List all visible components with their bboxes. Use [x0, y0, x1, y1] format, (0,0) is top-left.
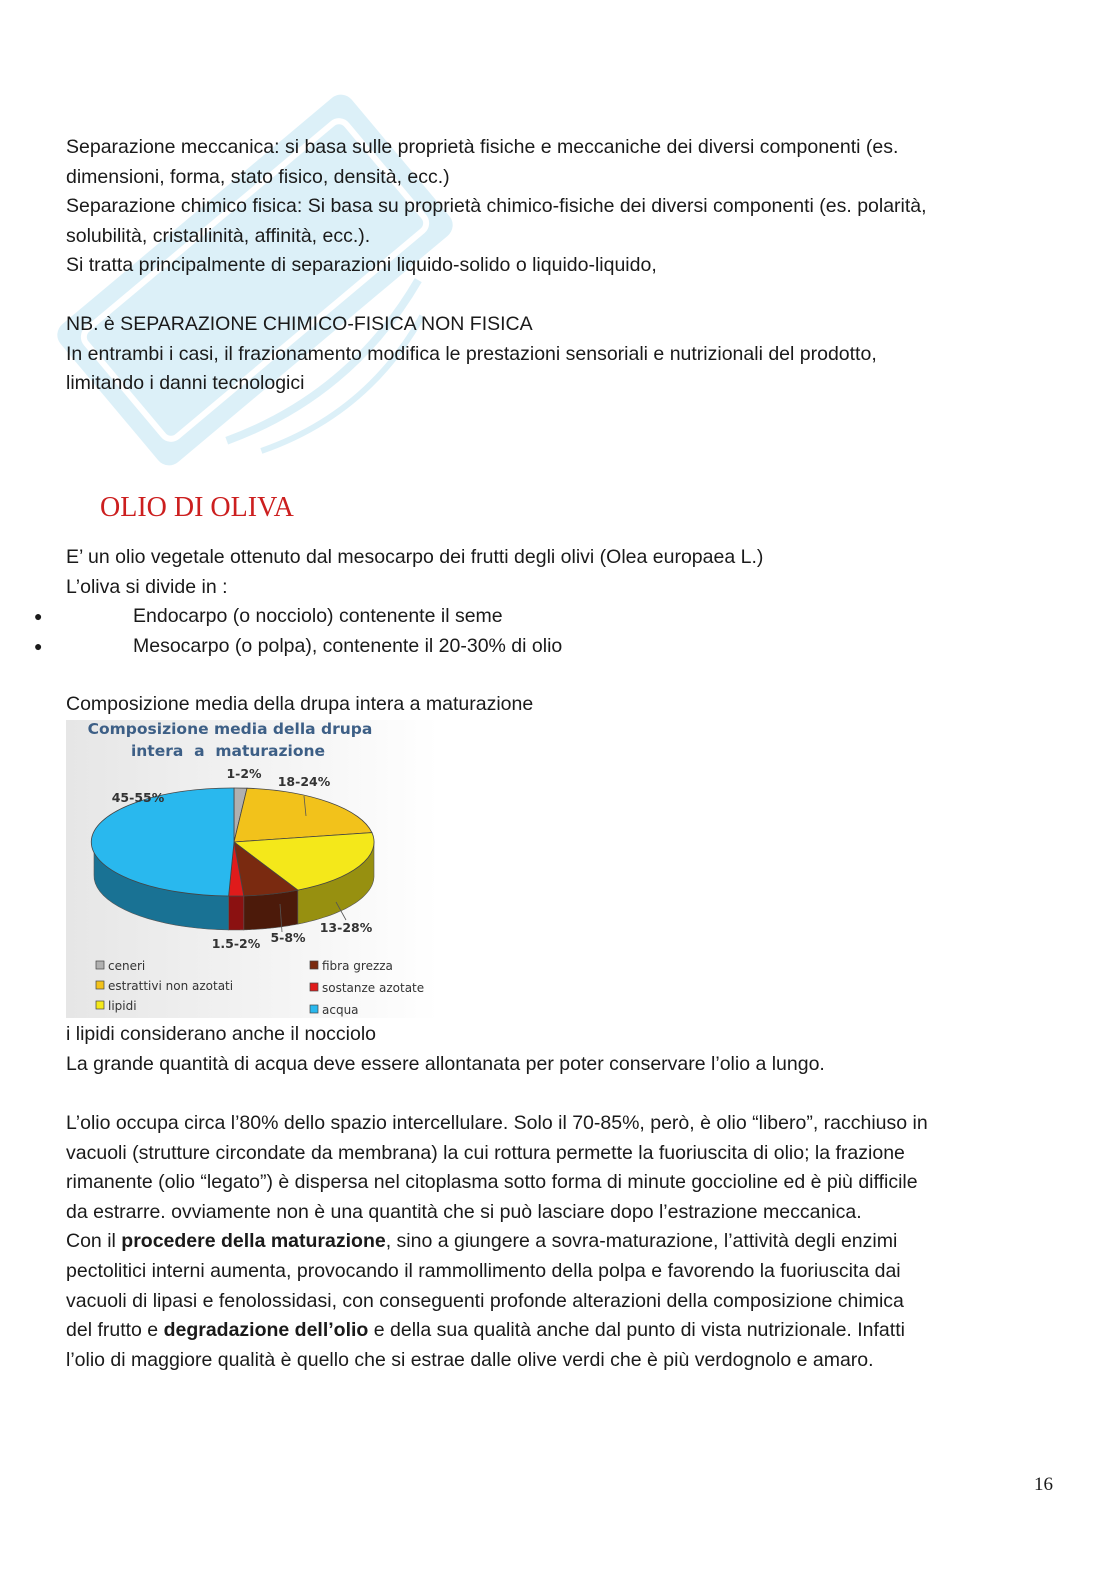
legend-label-ceneri: ceneri: [108, 959, 146, 973]
text-line: [66, 1227, 928, 1257]
text-line: i lipidi considerano anche il nocciolo: [66, 1023, 377, 1045]
text-line: Si tratta principalmente di separazioni liquido-solido o liquido-liquido,: [66, 254, 657, 277]
legend-label-estrattivi: estrattivi non azotati: [108, 979, 234, 993]
text-line: [66, 1316, 928, 1346]
chart-title-line1: Composizione media della drupa: [87, 720, 373, 738]
pie-label-lipidi: 13-28%: [319, 920, 373, 935]
section-heading: OLIO DI OLIVA: [100, 492, 294, 523]
text-line: solubilità, cristallinità, affinità, ecc.).: [66, 224, 371, 247]
legend-swatch-ceneri: [96, 961, 104, 969]
bold-text: procedere della maturazione: [121, 1230, 386, 1253]
legend-swatch-fibra: [310, 961, 318, 969]
pie-slice-side-sostanze: [229, 896, 244, 930]
list-item-text: Mesocarpo (o polpa), contenente il 20-30% di olio: [133, 634, 563, 657]
text-line: Separazione meccanica: si basa sulle proprietà fisiche e meccaniche dei diversi componenti (es.: [66, 136, 899, 158]
text-line: L’olio occupa circa l’80% dello spazio intercellulare. Solo il 70-85%, però, è olio “libero”, racchiuso in: [66, 1112, 928, 1134]
text-line: da estrarre. ovviamente non è una quantità che si può lasciare dopo l’estrazione meccanica.: [66, 1200, 862, 1223]
nb-line: NB. è SEPARAZIONE CHIMICO-FISICA NON FISICA: [66, 313, 533, 335]
figure-caption: Composizione media della drupa intera a maturazione: [66, 693, 534, 715]
legend-swatch-lipidi: [96, 1001, 104, 1009]
pie-label-sostanze: 1.5-2%: [211, 936, 261, 951]
bullet-list: [0, 602, 763, 661]
section-oil-paragraph: [66, 1109, 928, 1375]
legend-label-sostanze: sostanze azotate: [322, 981, 425, 995]
page-number: 16: [1034, 1474, 1053, 1495]
pie-label-fibra: 5-8%: [270, 930, 306, 945]
text-line: vacuoli di lipasi e fenolossidasi, con conseguenti profonde alterazioni della composizione chimica: [66, 1289, 904, 1312]
legend-label-acqua: acqua: [322, 1003, 359, 1017]
legend-swatch-sostanze: [310, 983, 318, 991]
text-line: l’olio di maggiore qualità è quello che si estrae dalle olive verdi che è più verdognolo e amaro.: [66, 1348, 874, 1371]
text-line: L’oliva si divide in :: [66, 575, 228, 598]
pie-slices: [91, 788, 374, 930]
bold-text: degradazione dell’olio: [163, 1319, 369, 1342]
text-run: , sino a giungere a sovra-maturazione, l’attività degli enzimi: [385, 1230, 898, 1253]
text-run: del frutto e: [66, 1319, 164, 1342]
text-run: Con il: [66, 1230, 122, 1253]
pie-label-estrattivi: 18-24%: [277, 774, 331, 789]
section-nb: [66, 310, 877, 399]
section-separation: [66, 133, 927, 281]
section-after-figure: [66, 1020, 825, 1079]
section-figure-caption: [66, 690, 533, 720]
legend-label-fibra: fibra grezza: [322, 959, 393, 973]
text-line: vacuoli (strutture circondate da membrana) la cui rottura permette la fuoriuscita di olio; la frazione: [66, 1141, 905, 1164]
text-line: pectolitici interni aumenta, provocando il rammollimento della polpa e favorendo la fuoriuscita dai: [66, 1259, 901, 1282]
legend-label-lipidi: lipidi: [108, 999, 137, 1013]
legend-swatch-acqua: [310, 1005, 318, 1013]
pie-slice-side-fibra: [244, 890, 298, 930]
text-run: e della sua qualità anche dal punto di vista nutrizionale. Infatti: [368, 1319, 905, 1342]
text-line: In entrambi i casi, il frazionamento modifica le prestazioni sensoriali e nutrizionali del prodotto,: [66, 342, 877, 365]
pie-label-acqua: 45-55%: [111, 790, 165, 805]
text-line: limitando i danni tecnologici: [66, 372, 305, 395]
list-item: [0, 632, 763, 662]
list-item-text: Endocarpo (o nocciolo) contenente il seme: [133, 605, 503, 628]
text-line: La grande quantità di acqua deve essere allontanata per poter conservare l’olio a lungo.: [66, 1052, 825, 1075]
text-line: dimensioni, forma, stato fisico, densità, ecc.): [66, 165, 450, 188]
text-line: rimanente (olio “legato”) è dispersa nel citoplasma sotto forma di minute goccioline ed è più difficile: [66, 1171, 918, 1194]
pie-label-ceneri: 1-2%: [226, 766, 262, 781]
text-line: Separazione chimico fisica: Si basa su proprietà chimico-fisiche dei diversi componenti (es. polarità,: [66, 195, 927, 218]
chart-title-line2: intera a maturazione: [130, 742, 326, 760]
text-line: E’ un olio vegetale ottenuto dal mesocarpo dei frutti degli olivi (Olea europaea L.): [66, 546, 764, 568]
list-item: [0, 602, 763, 632]
legend-swatch-estrattivi: [96, 981, 104, 989]
section-intro: [66, 543, 763, 661]
pie-chart-figure: [66, 720, 438, 1018]
